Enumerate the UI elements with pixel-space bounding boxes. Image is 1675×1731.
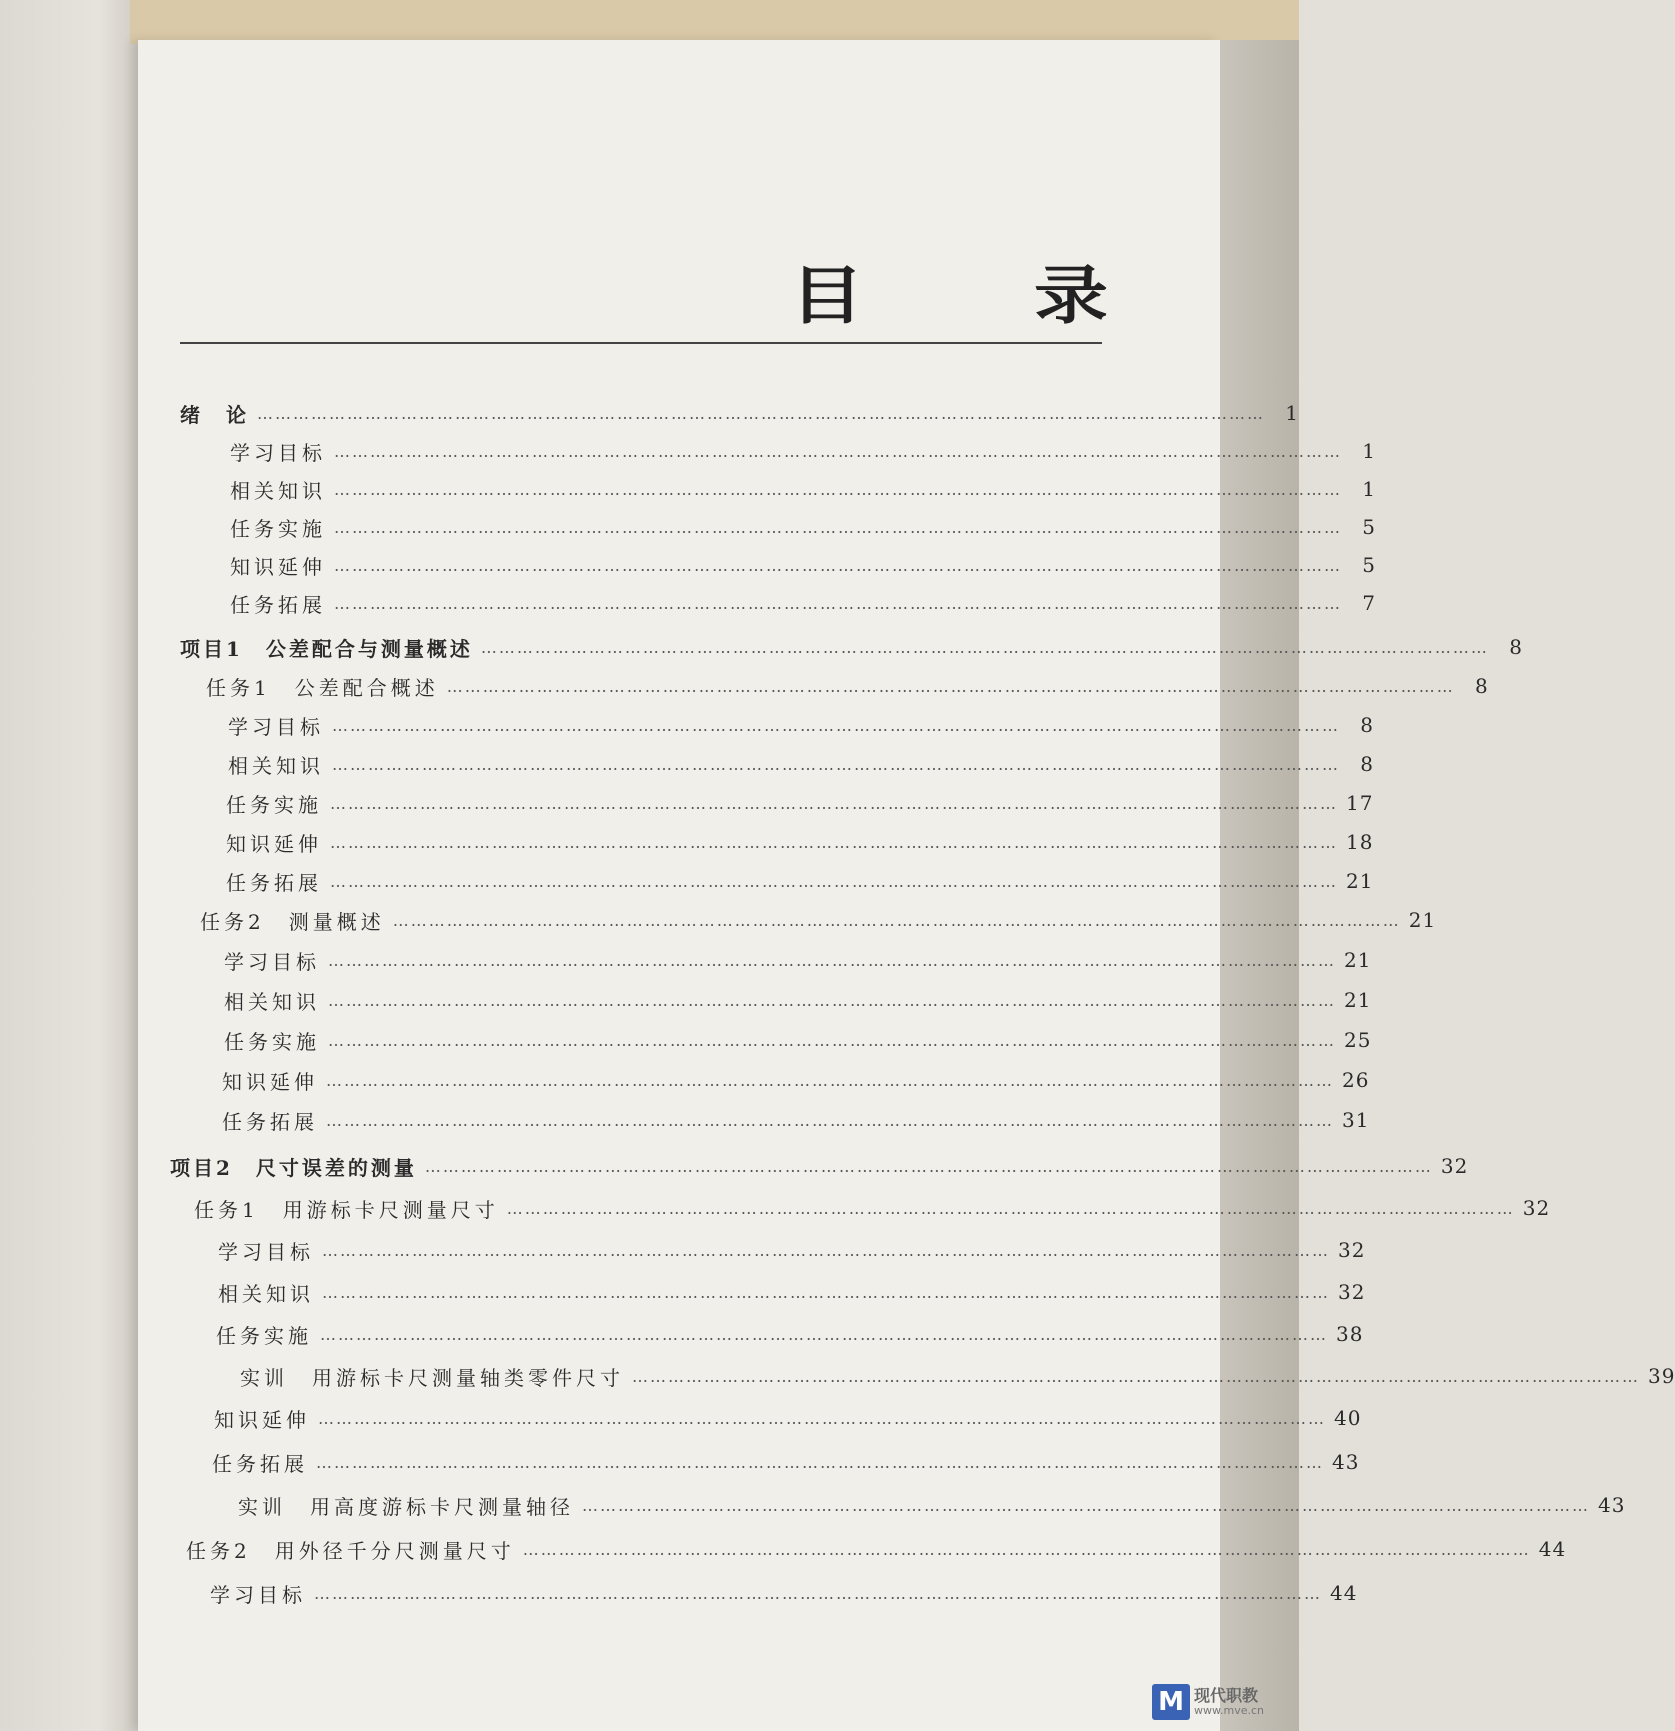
toc-leader: …………………………………………………………………………………………………………………………………………………… [334, 593, 1342, 613]
toc-entry [222, 1103, 1370, 1137]
toc-entry-intro [180, 396, 1299, 430]
toc-leader: …………………………………………………………………………………………………………………………………………………… [320, 1324, 1328, 1344]
toc-page-number: 40 [1334, 1406, 1362, 1430]
toc-entry [212, 1445, 1360, 1479]
toc-page-number: 5 [1362, 553, 1376, 577]
toc-page-number: 43 [1598, 1493, 1626, 1517]
toc-entry-label: 知识延伸 [230, 554, 326, 579]
toc-page-number: 8 [1475, 674, 1489, 698]
toc-entry-label: 项目1 公差配合与测量概述 [180, 636, 473, 661]
toc-leader: …………………………………………………………………………………………………………………………………………………… [392, 910, 1401, 930]
toc-page-number: 21 [1344, 988, 1372, 1012]
toc-leader: …………………………………………………………………………………………………………………………………………………… [334, 441, 1342, 461]
toc-entry-label: 知识延伸 [214, 1407, 310, 1432]
toc-leader: …………………………………………………………………………………………………………………………………………………… [326, 1110, 1334, 1130]
watermark-logo-icon: M [1152, 1684, 1190, 1720]
toc-entry [228, 747, 1374, 781]
toc-entry-label: 相关知识 [224, 989, 320, 1014]
toc-page-number: 32 [1338, 1238, 1366, 1262]
toc-leader: …………………………………………………………………………………………………………………………………………………… [522, 1539, 1531, 1559]
toc-entry-label: 任务实施 [230, 516, 326, 541]
toc-leader: …………………………………………………………………………………………………………………………………………………… [316, 1452, 1324, 1472]
watermark [1152, 1678, 1292, 1726]
toc-entry [230, 510, 1376, 544]
toc-leader: …………………………………………………………………………………………………………………………………………………… [322, 1240, 1330, 1260]
toc-entry-label: 任务拓展 [212, 1451, 308, 1476]
toc-page-number: 43 [1332, 1450, 1360, 1474]
toc-page-number: 26 [1342, 1068, 1370, 1092]
toc-entry-label: 任务1 用游标卡尺测量尺寸 [194, 1197, 499, 1222]
toc-entry-label: 任务拓展 [226, 870, 322, 895]
toc-entry [210, 1576, 1358, 1610]
toc-entry-label: 实训 用游标卡尺测量轴类零件尺寸 [240, 1365, 624, 1390]
toc-entry [230, 434, 1376, 468]
toc-leader: …………………………………………………………………………………………………………………………………………………… [318, 1408, 1326, 1428]
toc-entry-label: 学习目标 [228, 714, 324, 739]
toc-page-number: 44 [1330, 1581, 1358, 1605]
toc-entry-label: 学习目标 [230, 440, 326, 465]
toc-page-number: 32 [1338, 1280, 1366, 1304]
toc-page-number: 7 [1362, 591, 1376, 615]
toc-entry-task [194, 1191, 1551, 1225]
toc-entry [226, 864, 1374, 898]
toc-entry-label: 任务拓展 [222, 1109, 318, 1134]
toc-page-number: 32 [1440, 1154, 1469, 1178]
toc-page-number: 21 [1346, 869, 1374, 893]
toc-page-number: 8 [1509, 635, 1523, 659]
toc-entry-label: 实训 用高度游标卡尺测量轴径 [238, 1494, 574, 1519]
toc-leader: …………………………………………………………………………………………………………………………………………………… [334, 517, 1342, 537]
toc-entry [222, 1063, 1370, 1097]
toc-entry [224, 943, 1372, 977]
toc-entry-label: 知识延伸 [226, 831, 322, 856]
toc-entry [230, 472, 1376, 506]
toc-entry-task [186, 1532, 1567, 1566]
toc-entry-label: 任务实施 [226, 792, 322, 817]
watermark-name: 现代职教 [1194, 1685, 1259, 1705]
toc-entry-label: 知识延伸 [222, 1069, 318, 1094]
toc-page-number: 17 [1346, 791, 1374, 815]
toc-leader: …………………………………………………………………………………………………………………………………………………… [424, 1156, 1433, 1176]
toc-entry-label: 相关知识 [218, 1281, 314, 1306]
toc-entry [230, 548, 1376, 582]
toc-page-number: 21 [1408, 908, 1437, 932]
toc-leader: …………………………………………………………………………………………………………………………………………………… [330, 793, 1338, 813]
toc-page-number: 25 [1344, 1028, 1372, 1052]
toc-leader: …………………………………………………………………………………………………………………………………………………… [334, 479, 1342, 499]
toc-entry [214, 1401, 1362, 1435]
toc-entry-project-2 [170, 1149, 1469, 1183]
toc-leader: …………………………………………………………………………………………………………………………………………………… [330, 832, 1338, 852]
toc-entry-label: 任务2 测量概述 [200, 909, 385, 934]
toc-page-number: 44 [1538, 1537, 1567, 1561]
toc-entry-project-1 [180, 630, 1523, 664]
toc-entry [228, 708, 1374, 742]
toc-entry-task [206, 669, 1489, 703]
toc-entry [226, 825, 1374, 859]
toc-leader: …………………………………………………………………………………………………………………………………………………… [326, 1070, 1334, 1090]
toc-page-number: 1 [1285, 401, 1299, 425]
toc-leader: …………………………………………………………………………………………………………………………………………………… [506, 1198, 1515, 1218]
toc-leader: …………………………………………………………………………………………………………………………………………………… [332, 754, 1340, 774]
toc-entry [224, 1023, 1372, 1057]
toc-leader: …………………………………………………………………………………………………………………………………………………… [632, 1366, 1640, 1386]
toc-entry-label: 相关知识 [230, 478, 326, 503]
toc-entry [230, 586, 1376, 620]
toc-entry [218, 1233, 1366, 1267]
toc-leader: …………………………………………………………………………………………………………………………………………………… [480, 637, 1489, 657]
toc-entry-label: 任务实施 [224, 1029, 320, 1054]
toc-leader: …………………………………………………………………………………………………………………………………………………… [314, 1583, 1322, 1603]
toc-entry-label: 项目2 尺寸误差的测量 [170, 1155, 417, 1180]
toc-leader: …………………………………………………………………………………………………………………………………………………… [330, 871, 1338, 891]
toc-entry-practice [238, 1488, 1626, 1522]
toc-entry-label: 任务1 公差配合概述 [206, 675, 439, 700]
toc-entry-task [200, 903, 1437, 937]
toc-leader: …………………………………………………………………………………………………………………………………………………… [328, 1030, 1336, 1050]
toc-leader: …………………………………………………………………………………………………………………………………………………… [334, 555, 1342, 575]
toc-entry-label: 相关知识 [228, 753, 324, 778]
toc-page-number: 38 [1336, 1322, 1364, 1346]
toc-page-number: 1 [1362, 477, 1376, 501]
toc-page-number: 39 [1648, 1364, 1675, 1388]
toc-entry-label: 任务实施 [216, 1323, 312, 1348]
toc-entry-label: 学习目标 [218, 1239, 314, 1264]
toc-page-number: 1 [1362, 439, 1376, 463]
toc-entry [226, 786, 1374, 820]
toc-entry-label: 任务2 用外径千分尺测量尺寸 [186, 1538, 515, 1563]
toc-leader: …………………………………………………………………………………………………………………………………………………… [332, 715, 1340, 735]
watermark-url: www.mve.cn [1194, 1703, 1264, 1717]
toc-leader: …………………………………………………………………………………………………………………………………………………… [322, 1282, 1330, 1302]
toc-leader: …………………………………………………………………………………………………………………………………………………… [446, 676, 1455, 696]
toc-page-number: 8 [1360, 752, 1374, 776]
toc-leader: …………………………………………………………………………………………………………………………………………………… [582, 1495, 1590, 1515]
toc-entry [224, 983, 1372, 1017]
toc-page-number: 18 [1346, 830, 1374, 854]
toc-entry-practice [240, 1359, 1675, 1393]
toc-leader: …………………………………………………………………………………………………………………………………………………… [257, 403, 1265, 423]
toc-page-number: 21 [1344, 948, 1372, 972]
toc-entry-label: 绪 论 [180, 402, 249, 427]
toc-page-number: 8 [1360, 713, 1374, 737]
toc-entry [218, 1275, 1366, 1309]
toc-entry-label: 学习目标 [210, 1582, 306, 1607]
toc-entry [216, 1317, 1364, 1351]
toc-entry-label: 任务拓展 [230, 592, 326, 617]
toc-page-number: 31 [1342, 1108, 1370, 1132]
toc-page-number: 5 [1362, 515, 1376, 539]
toc-leader: …………………………………………………………………………………………………………………………………………………… [328, 950, 1336, 970]
toc-leader: …………………………………………………………………………………………………………………………………………………… [328, 990, 1336, 1010]
toc-page-number: 32 [1522, 1196, 1551, 1220]
toc-entry-label: 学习目标 [224, 949, 320, 974]
page-title: 目 录 [790, 259, 1156, 333]
